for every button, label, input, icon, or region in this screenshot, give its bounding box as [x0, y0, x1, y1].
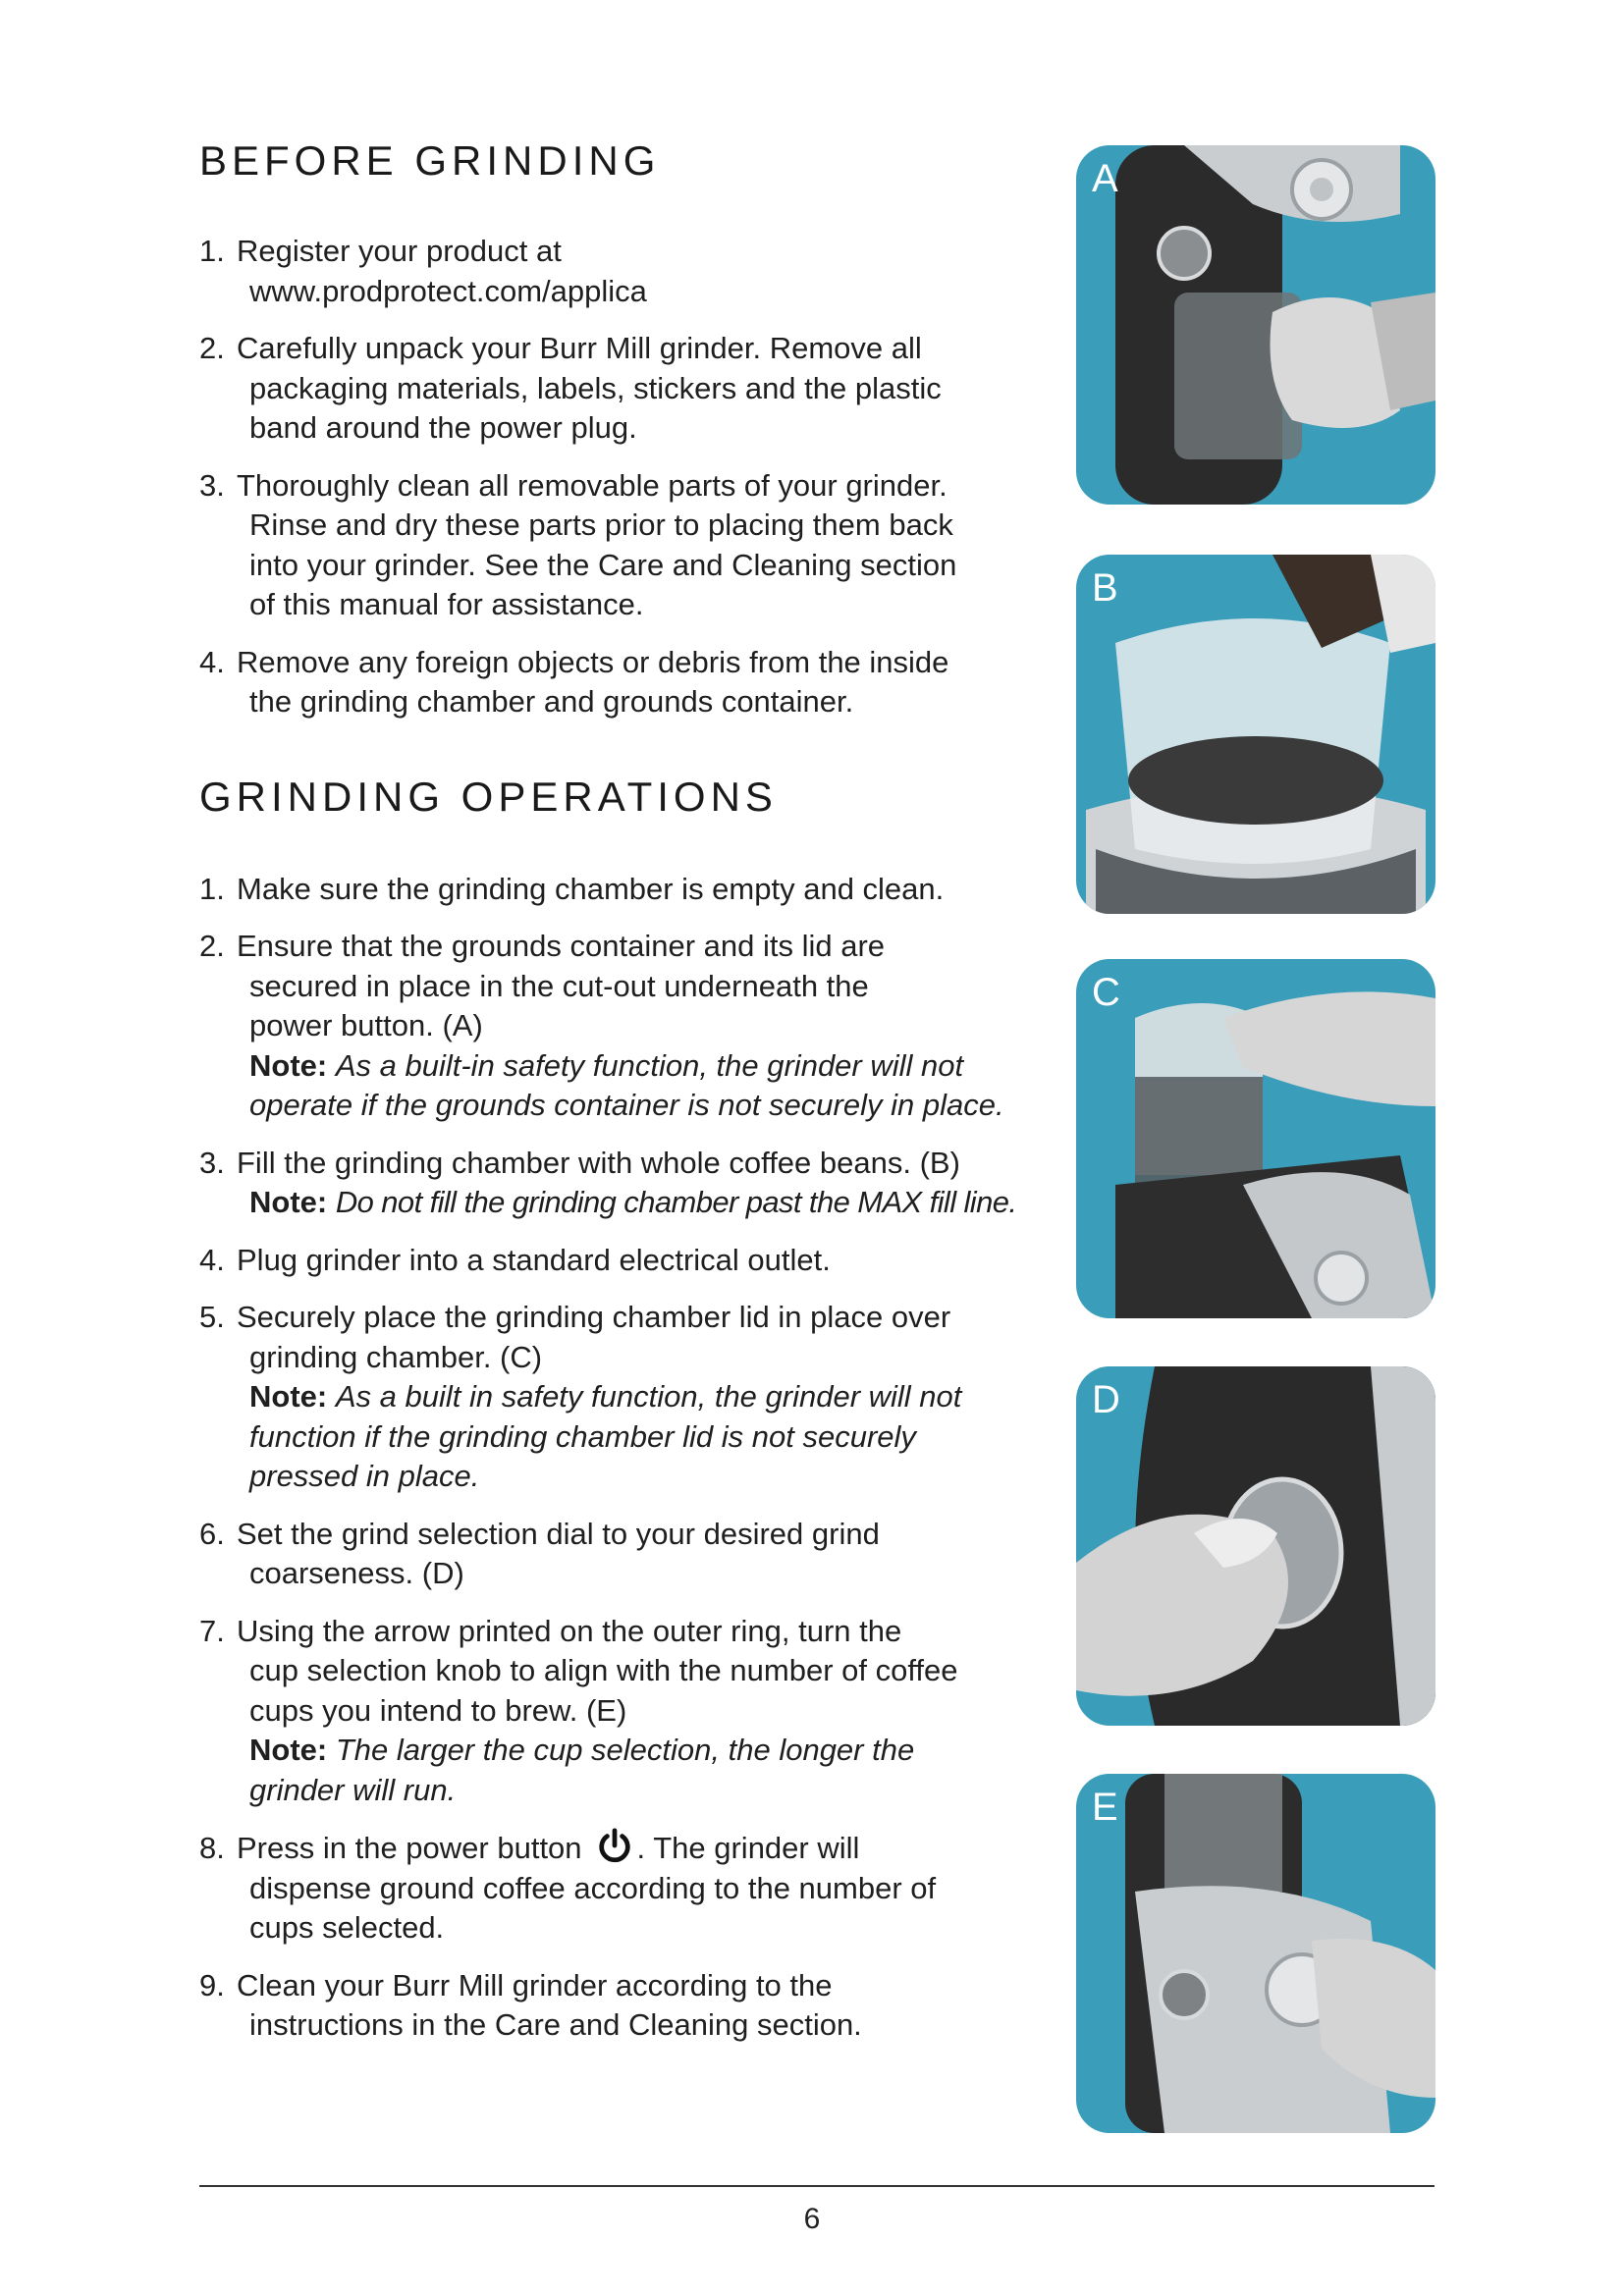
list-item: 4. Remove any foreign objects or debris from the inside the grinding chamber and grounds container.: [199, 644, 949, 719]
section-title-grinding-operations: GRINDING OPERATIONS: [199, 773, 778, 820]
note-label: Note:: [249, 1733, 328, 1767]
note-label: Note:: [249, 1379, 328, 1414]
photo-letter: D: [1092, 1378, 1120, 1421]
grinder-photo-illustration: [1076, 145, 1435, 505]
list-item: 3. Thoroughly clean all removable parts of your grinder. Rinse and dry these parts prior to placing them back into your grinder. See the Care and Cleaning section of this manual for assistance.: [199, 467, 957, 621]
list-item: 1. Register your product at www.prodprotect.com/applica: [199, 234, 647, 308]
list-item: 7. Using the arrow printed on the outer ring, turn the cup selection knob to align with the number of coffee cups you intend to brew. (E) Note: The larger the cup selection, the longer the grinder will run.: [199, 1613, 958, 1807]
note-label: Note:: [249, 1185, 328, 1219]
list-item: 2. Carefully unpack your Burr Mill grinder. Remove all packaging materials, labels, stickers and the plastic band around the power plug.: [199, 331, 942, 445]
list-item: 6. Set the grind selection dial to your desired grind coarseness. (D): [199, 1516, 880, 1590]
note-label: Note:: [249, 1047, 328, 1083]
grinding-operations-list: [199, 870, 1063, 2046]
footer-divider: [199, 2185, 1435, 2187]
photo-c-place-lid: [1076, 959, 1435, 1318]
list-item: 8. Press in the power button . The grinder will dispense ground coffee according to the number of cups selected.: [199, 1828, 1063, 1949]
grinder-photo-illustration: [1076, 959, 1435, 1318]
section-title-before-grinding: BEFORE GRINDING: [199, 137, 661, 184]
list-item: 4. Plug grinder into a standard electrical outlet.: [199, 1242, 831, 1277]
photo-letter: B: [1092, 566, 1118, 610]
photo-b-fill-beans: [1076, 555, 1435, 914]
list-item: 1. Make sure the grinding chamber is empty and clean.: [199, 871, 945, 906]
page-number: 6: [803, 2203, 821, 2235]
list-item: 2. Ensure that the grounds container and its lid are secured in place in the cut-out underneath the power button. (A) Note: As a built-in safety function, the grinder will not operate if the grounds container is not securely in place.: [199, 929, 1004, 1122]
photo-letter: C: [1092, 971, 1120, 1014]
grinder-photo-illustration: [1076, 1366, 1435, 1726]
photo-letter: A: [1092, 157, 1118, 200]
text-column: [199, 137, 1063, 2063]
photo-d-grind-dial: [1076, 1366, 1435, 1726]
power-icon: [596, 1828, 633, 1865]
list-item: 3. Fill the grinding chamber with whole coffee beans. (B) Note: Do not fill the grinding chamber past the MAX fill line.: [199, 1145, 1017, 1219]
list-item: 9. Clean your Burr Mill grinder according to the instructions in the Care and Cleaning section.: [199, 1967, 862, 2042]
grinder-photo-illustration: [1076, 1774, 1435, 2133]
photo-e-cup-selection: [1076, 1774, 1435, 2133]
photo-a-grounds-container: [1076, 145, 1435, 505]
list-item: 5. Securely place the grinding chamber lid in place over grinding chamber. (C) Note: As a built in safety function, the grinder will not function if the grinding chamber lid is not securely pressed in place.: [199, 1300, 962, 1493]
grinder-photo-illustration: [1076, 555, 1435, 914]
before-grinding-list: [199, 232, 1063, 722]
photo-letter: E: [1092, 1786, 1118, 1829]
